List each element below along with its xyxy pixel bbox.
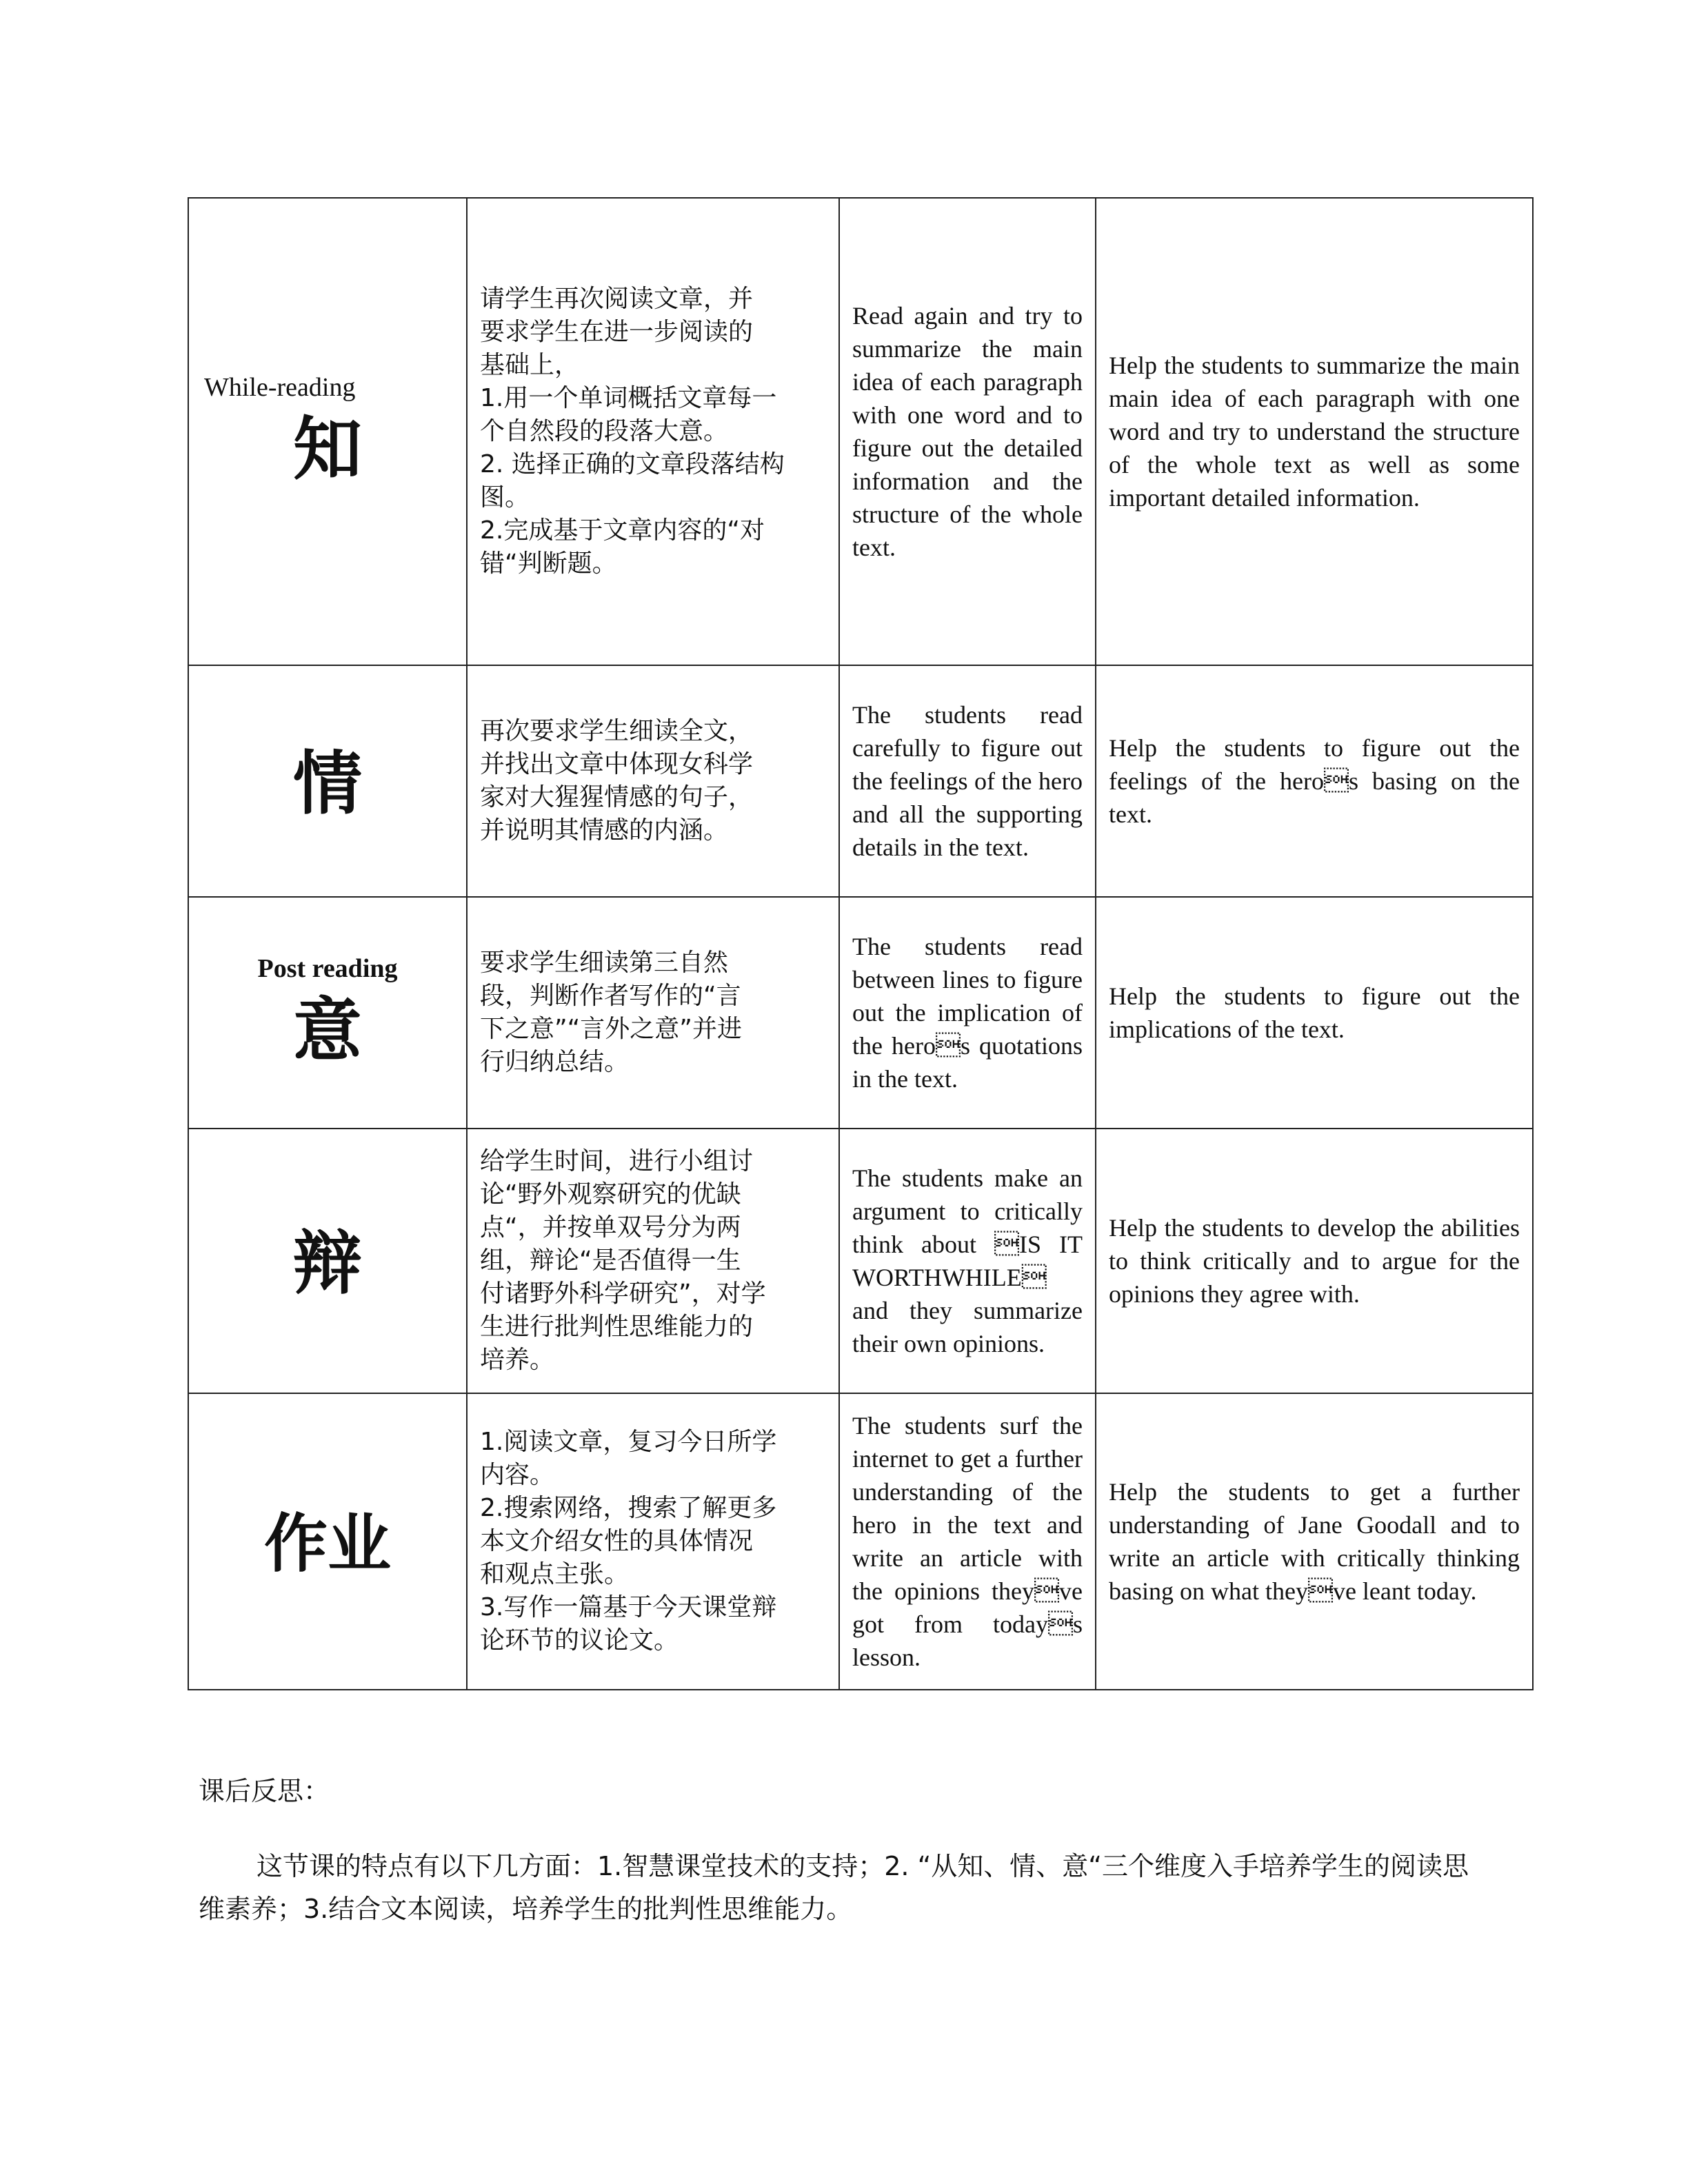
stage-cell (188, 665, 467, 897)
stage-label: Post reading (257, 954, 398, 983)
student-activity-cell: The students read between lines to figure out the implication of the heros quotations in the text. (839, 897, 1096, 1129)
teacher-activity-line: 行归纳总结。 (480, 1048, 630, 1076)
teacher-activity-line: 生进行批判性思维能力的 (480, 1313, 754, 1341)
teacher-activity-line: 段，判断作者写作的“言 (480, 982, 741, 1010)
teacher-activity-line: 组，辩论“是否值得一生 (480, 1246, 741, 1275)
teacher-activity-line: 要求学生细读第三自然 (480, 949, 729, 977)
teacher-activity-line: 1.用一个单词概括文章每一 (480, 384, 777, 412)
stage-character: 作业 (263, 1507, 391, 1581)
stage-character: 情 (293, 743, 362, 824)
lesson-plan-table (188, 197, 1534, 1690)
teacher-activity-cell (467, 897, 839, 1129)
teacher-activity-line: 给学生时间，进行小组讨 (480, 1147, 754, 1175)
teacher-activity-line: 点“，并按单双号分为两 (480, 1213, 741, 1242)
table-row (188, 1393, 1533, 1690)
stage-character: 意 (293, 990, 362, 1071)
teacher-activity-line: 请学生再次阅读文章，并 (480, 285, 754, 313)
teacher-activity-cell (467, 665, 839, 897)
student-activity-cell: The students surf the internet to get a further understanding of the hero in the text and write an article with the opinions theyve got from todays lesson. (839, 1393, 1096, 1690)
design-purpose-cell: Help the students to figure out the feelings of the heros basing on the text. (1096, 665, 1533, 897)
teacher-activity-line: 2. 选择正确的文章段落结构 (480, 450, 785, 478)
teacher-activity-line: 再次要求学生细读全文， (480, 717, 754, 745)
teacher-activity-line: 培养。 (480, 1346, 555, 1374)
teacher-activity-line: 错“判断题。 (480, 549, 617, 578)
teacher-activity-line: 内容。 (480, 1461, 555, 1489)
teacher-activity-line: 论环节的议论文。 (480, 1626, 679, 1655)
teacher-activity-line: 论“野外观察研究的优缺 (480, 1180, 741, 1209)
design-purpose-cell: Help the students to summarize the main main idea of each paragraph with one word and try to understand the structure of the whole text as well as some important detailed information. (1096, 198, 1533, 665)
teacher-activity-line: 要求学生在进一步阅读的 (480, 318, 754, 346)
reflection-body: 这节课的特点有以下几方面：1.智慧课堂技术的支持；2. “从知、情、意“三个维度入手培养学生的阅读思维素养；3.结合文本阅读，培养学生的批判性思维能力。 (199, 1851, 1469, 1924)
teacher-activity-line: 2.完成基于文章内容的“对 (480, 516, 765, 545)
teacher-activity-line: 2.搜索网络，搜索了解更多 (480, 1494, 777, 1522)
teacher-activity-line: 并说明其情感的内涵。 (480, 816, 729, 845)
teacher-activity-line: 本文介绍女性的具体情况 (480, 1527, 754, 1555)
teacher-activity-line: 1.阅读文章，复习今日所学 (480, 1428, 777, 1456)
stage-cell (188, 897, 467, 1129)
student-activity-cell: The students make an argument to critically think about IS IT WORTHWHILE and they summarize their own opinions. (839, 1129, 1096, 1393)
teacher-activity-line: 图。 (480, 483, 530, 512)
table-row (188, 1129, 1533, 1393)
design-purpose-cell: Help the students to develop the abilities to think critically and to argue for the opinions they agree with. (1096, 1129, 1533, 1393)
teacher-activity-cell (467, 1393, 839, 1690)
teacher-activity-line: 个自然段的段落大意。 (480, 417, 729, 445)
design-purpose-cell: Help the students to figure out the implications of the text. (1096, 897, 1533, 1129)
reflection-title: 课后反思： (199, 1776, 330, 1806)
teacher-activity-line: 付诸野外科学研究”，对学 (480, 1280, 766, 1308)
teacher-activity-cell (467, 1129, 839, 1393)
teacher-activity-line: 3.写作一篇基于今天课堂辩 (480, 1593, 777, 1621)
table-row (188, 897, 1533, 1129)
stage-label: While-reading (204, 373, 356, 402)
table-row (188, 198, 1533, 665)
stage-character: 辩 (293, 1223, 362, 1304)
stage-character: 知 (293, 409, 362, 489)
teacher-activity-line: 并找出文章中体现女科学 (480, 750, 754, 778)
student-activity-cell: Read again and try to summarize the main idea of each paragraph with one word and to figure out the detailed information and the structure of the whole text. (839, 198, 1096, 665)
design-purpose-cell: Help the students to get a further understanding of Jane Goodall and to write an article with critically thinking basing on what theyve leant today. (1096, 1393, 1533, 1690)
teacher-activity-cell (467, 198, 839, 665)
teacher-activity-line: 和观点主张。 (480, 1560, 630, 1588)
teacher-activity-line: 下之意”“言外之意”并进 (480, 1015, 742, 1043)
student-activity-cell: The students read carefully to figure out the feelings of the hero and all the supporting details in the text. (839, 665, 1096, 897)
stage-cell (188, 1393, 467, 1690)
teacher-activity-line: 基础上， (480, 351, 580, 379)
stage-cell (188, 198, 467, 665)
table-row (188, 665, 1533, 897)
teacher-activity-line: 家对大猩猩情感的句子， (480, 783, 754, 811)
stage-cell (188, 1129, 467, 1393)
